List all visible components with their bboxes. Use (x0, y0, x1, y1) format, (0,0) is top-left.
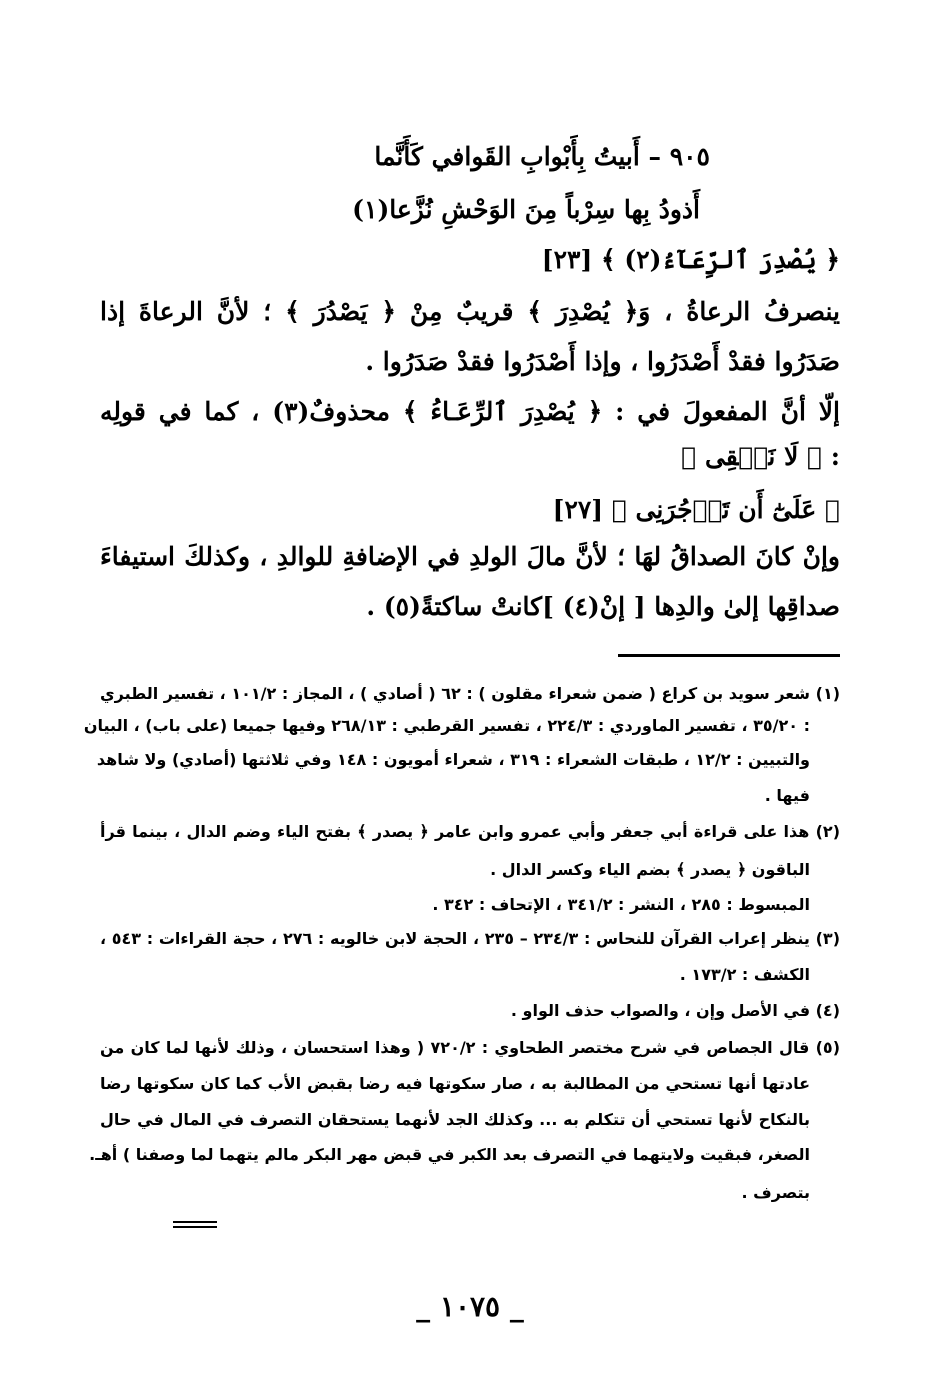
body-line-2: ينصرفُ الرعاةُ ، وَ﴿ يُصْدِرَ ﴾ قريبٌ مِنْ ﴿ يَصْدُرَ ﴾ ؛ لأنَّ الرعاةَ إذا (100, 297, 840, 326)
footnote-line-2: : ٣٥/٢٠ ، تفسير الماوردي : ٢٢٤/٣ ، تفسير القرطبي : ٢٦٨/١٣ وفيها جميعا (على باب) ، البيان (83, 716, 810, 735)
body-line-4: إلّا أنَّ المفعولَ في : ﴿ يُصْدِرَ ٱلرِّعَـاءُ ﴾ محذوفٌ(٣) ، كما في قولِه (100, 397, 841, 426)
body-line-5: : ﴿ لَا نَسۡقِى ﴾ (681, 442, 840, 471)
footnote-line-11: (٥) قال الجصاص في شرح مختصر الطحاوي : ٧٢٠/٢ ( وهذا استحسان ، وذلك لأنها لما كان من (100, 1038, 840, 1057)
poem-line-2: أَذودُ بِها سِرْباً مِنَ الوَحْشِ نُزَّعا(١) (352, 195, 700, 224)
footnote-line-12: عادتها أنها تستحي من المطالبة به ، صار سكوتها فيه رضا بقبض الأب كما كان سكوتها رضا (100, 1074, 810, 1093)
body-line-6: ﴿ عَلَىٰٓ أَن تَأۡجُرَنِى ﴾ [٢٧] (552, 495, 840, 524)
footnote-line-7: المبسوط : ٢٨٥ ، النشر : ٣٤١/٢ ، الإتحاف : ٣٤٢ . (432, 895, 810, 914)
footnote-line-10: (٤) في الأصل وإن ، والصواب حذف الواو . (510, 1001, 840, 1020)
footnote-line-3: والتبيين : ١٢/٢ ، طبقات الشعراء : ٣١٩ ، شعراء أمويون : ١٤٨ وفي ثلاثتها (أصادي) ولا شاهد (96, 750, 810, 769)
body-line-7: وإنْ كانَ الصداقُ لهَا ؛ لأنَّ مالَ الولدِ في الإضافةِ للوالدِ ، وكذلكَ استيفاءَ (100, 542, 840, 571)
footnote-separator (618, 654, 840, 657)
footnote-line-14: الصغر، فبقيت ولايتهما في التصرف بعد الكبر في قبض مهر البكر مالم يتهما لما وصفنا ) أهـ. (89, 1145, 810, 1164)
footnote-line-4: فيها . (764, 786, 810, 805)
footnote-line-5: (٢) هذا على قراءة أبي جعفر وأبي عمرو وابن عامر ﴿ يصدر ﴾ بفتح الياء وضم الدال ، بينما قرأ (100, 822, 840, 841)
body-line-1: ﴿ يُصْدِرَ ٱلرِّعَآءُ(٢) ﴾ [٢٣] (541, 245, 840, 274)
footnote-line-8: (٣) ينظر إعراب القرآن للنحاس : ٢٣٤/٣ – ٢٣٥ ، الحجة لابن خالويه : ٢٧٦ ، حجة القراءات : ٥٤٣ ، (100, 929, 840, 948)
body-line-3: صَدَرُوا فقدْ أَصْدَرُوا ، وإذا أَصْدَرُوا فقدْ صَدَرُوا . (365, 347, 840, 376)
body-line-8: صداقِها إلىٰ والدِها [ إنْ(٤) ]كانتْ ساكتةً(٥) . (366, 592, 840, 621)
footnote-end-rule (173, 1221, 217, 1228)
footnote-line-9: الكشف : ١٧٣/٢ . (679, 965, 810, 984)
footnote-line-15: بتصرف . (741, 1183, 810, 1202)
footnote-line-13: بالنكاح لأنها تستحي أن تتكلم به ... وكذلك الجد لأنهما يستحقان التصرف في المال في حال (100, 1110, 810, 1129)
page-number: _ ١٠٧٥ _ (416, 1290, 524, 1323)
poem-line-1: ٩٠٥ – أَبيتُ بِأَبْوابِ القَوافي كَأَنَّما (374, 142, 710, 171)
footnote-line-6: الباقون ﴿ يصدر ﴾ بضم الياء وكسر الدال . (490, 860, 810, 879)
footnote-line-1: (١) شعر سويد بن كراع ( ضمن شعراء مقلون ) : ٦٢ ( أصادي ) ، المجاز : ١٠١/٢ ، تفسير الطبري (100, 684, 841, 703)
